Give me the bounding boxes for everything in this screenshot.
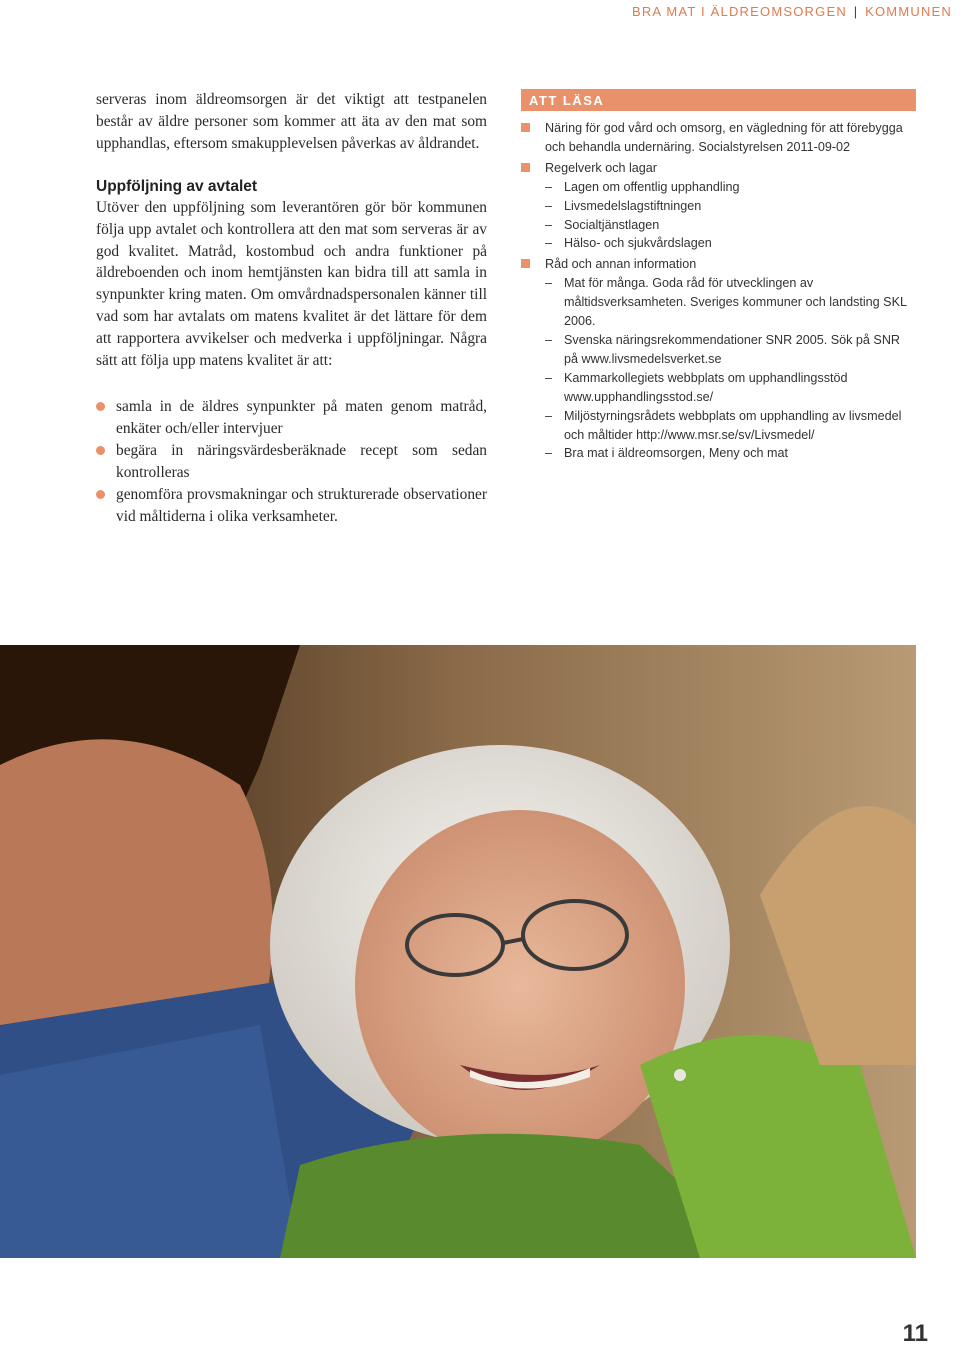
body-paragraph: Utöver den uppföljning som leverantören gör bör kommunen följa upp avtalet och kontrollera att den mat som serveras är av god kvalitet. Matråd, kostombud och andra funktioner på äldreboenden och inom hemtjänsten kan bidra till att samla in synpunkter kring maten. Om omvårdnadspersonalen känner till vad som har avtalats om matens kvalitet är det lättare för dem att rapportera avvikelser och medverka i uppföljningar. Några sätt att följa upp matens kvalitet är att: xyxy=(96,198,487,370)
reference-item xyxy=(521,255,916,463)
sub-reference-item xyxy=(545,369,916,407)
elderly-woman-photo xyxy=(0,645,916,1258)
sub-reference-text: Bra mat i äldreomsorgen, Meny och mat xyxy=(564,446,788,461)
sub-reference-item xyxy=(545,234,916,253)
dash-icon: – xyxy=(545,370,553,385)
reference-list xyxy=(521,119,916,463)
dash-icon: – xyxy=(545,408,553,423)
reference-sublist xyxy=(545,274,916,463)
orange-dot-icon xyxy=(96,446,105,455)
sub-reference-text: Svenska näringsrekommendationer SNR 2005. Sök på SNR på www.livsmedelsverket.se xyxy=(564,332,901,366)
page-number: 11 xyxy=(902,1320,928,1347)
sub-reference-item xyxy=(545,216,916,235)
running-head-publisher: KOMMUNEN xyxy=(865,4,952,19)
sub-reference-text: Miljöstyrningsrådets webbplats om upphandling av livsmedel och måltider http://www.msr.se/sv/Livsmedel/ xyxy=(564,408,902,442)
main-column xyxy=(96,89,487,528)
dash-icon: – xyxy=(545,446,553,461)
bullet-text: begära in näringsvärdesberäknade recept som sedan kontrolleras xyxy=(116,441,487,481)
sub-reference-text: Hälso- och sjukvårdslagen xyxy=(564,236,712,251)
sub-reference-text: Lagen om offentlig upphandling xyxy=(564,179,740,194)
reference-text: Råd och annan information xyxy=(545,257,697,272)
sub-reference-item xyxy=(545,331,916,369)
bullet-list xyxy=(96,396,487,528)
reference-item xyxy=(521,159,916,254)
sub-reference-item xyxy=(545,444,916,463)
sub-reference-text: Kammarkollegiets webbplats om upphandlingsstöd www.upphandlingsstod.se/ xyxy=(564,370,848,404)
dash-icon: – xyxy=(545,179,553,194)
bullet-item xyxy=(96,484,487,528)
orange-dot-icon xyxy=(96,402,105,411)
dash-icon: – xyxy=(545,236,553,251)
sub-reference-item xyxy=(545,178,916,197)
dash-icon: – xyxy=(545,217,553,232)
reference-text: Näring för god vård och omsorg, en vägledning för att förebygga och behandla undernäring. Socialstyrelsen 2011-09-02 xyxy=(545,121,903,154)
sub-reference-item xyxy=(545,407,916,445)
orange-square-icon xyxy=(521,259,530,268)
dash-icon: – xyxy=(545,276,553,291)
intro-paragraph: serveras inom äldreomsorgen är det viktigt att testpanelen består av äldre personer som kommer att äta av den mat som upphandlas, eftersom smakupplevelsen påverkas av åldrandet. xyxy=(96,91,487,152)
sub-reference-text: Socialtjänstlagen xyxy=(564,217,660,232)
sub-reference-text: Livsmedelslagstiftningen xyxy=(564,198,702,213)
orange-square-icon xyxy=(521,163,530,172)
reference-text: Regelverk och lagar xyxy=(545,160,658,175)
sub-reference-text: Mat för många. Goda råd för utvecklingen av måltidsverksamheten. Sveriges kommuner och landsting SKL 2006. xyxy=(564,276,907,329)
orange-dot-icon xyxy=(96,490,105,499)
bullet-item xyxy=(96,440,487,484)
dash-icon: – xyxy=(545,332,553,347)
bullet-text: samla in de äldres synpunkter på maten genom matråd, enkäter och/eller intervjuer xyxy=(116,397,487,437)
section-heading: Uppföljning av avtalet xyxy=(96,177,258,195)
reference-sublist xyxy=(545,178,916,254)
dash-icon: – xyxy=(545,198,553,213)
reading-sidebar xyxy=(521,89,916,465)
reference-item xyxy=(521,119,916,157)
sub-reference-item xyxy=(545,274,916,331)
bullet-item xyxy=(96,396,487,440)
bullet-text: genomföra provsmakningar och strukturerade observationer vid måltiderna i olika verksamheter. xyxy=(116,485,487,525)
sidebar-title: ATT LÄSA xyxy=(521,89,916,111)
running-head-separator: | xyxy=(853,4,859,19)
running-head xyxy=(632,4,952,19)
running-head-section: BRA MAT I ÄLDREOMSORGEN xyxy=(631,4,847,19)
sub-reference-item xyxy=(545,197,916,216)
orange-square-icon xyxy=(521,123,530,132)
